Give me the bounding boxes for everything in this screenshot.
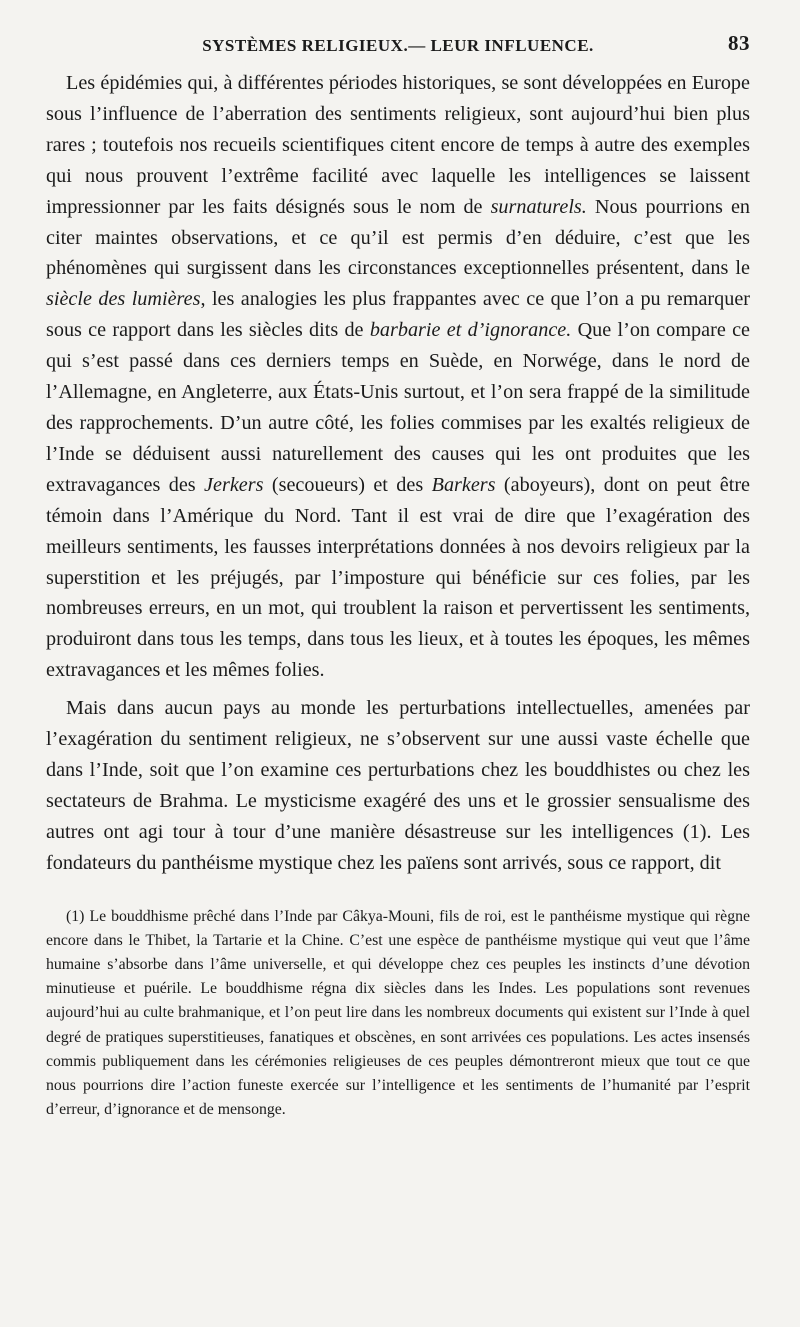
paragraph-1 <box>46 68 750 686</box>
text-run: Nous pourrions en citer maintes observations, et ce qu’il est permis d’en déduire, c’est que les phénomènes qui surgissent dans les circonstances exceptionnelles présentent, dans le <box>46 195 750 280</box>
text-run: Les épidémies qui, à différentes périodes historiques, se sont développées en Europe sous l’influence de l’aberration des sentiments religieux, sont aujourd’hui bien plus rares ; toutefois nos recueils scientifiques citent encore de temps à autre des exemples qui nous prouvent l’extrême facilité avec laquelle les intelligences se laissent impressionner par les faits désignés sous le nom de <box>46 72 750 218</box>
text-run: Que l’on compare ce qui s’est passé dans ces derniers temps en Suède, en Norwége, dans le nord de l’Allemagne, en Angleterre, aux États-Unis surtout, et l’on sera frappé de la similitude des rapprochements. D’un autre côté, les folies commises par les exaltés religieux de l’Inde se déduisent aussi naturellement des causes qui les ont produites que les extravagances des <box>46 319 750 496</box>
text-run: (aboyeurs), dont on peut être témoin dans l’Amérique du Nord. Tant il est vrai de dire que l’exagération des meilleurs sentiments, les fausses interprétations données à nos devoirs religieux par la superstition et les préjugés, par l’imposture qui bénéficie sur ces folies, par les nombreuses erreurs, en un mot, qui troublent la raison et pervertissent les sentiments, produiront dans tous les temps, dans tous les lieux, et à toutes les époques, les mêmes extravagances et les mêmes folies. <box>46 473 751 682</box>
footnote <box>46 905 750 1123</box>
italic-term: surnaturels. <box>490 195 587 218</box>
running-head <box>46 30 750 60</box>
italic-term: siècle des lumières <box>46 288 201 311</box>
paragraph-2: Mais dans aucun pays au monde les perturbations intellectuelles, amenées par l’exagération du sentiment religieux, ne s’observent sur une aussi vaste échelle que dans l’Inde, soit que l’on examine ces perturbations chez les bouddhistes ou chez les sectateurs de Brahma. Le mysticisme exagéré des uns et le grossier sensualisme des autres ont agi tour à tour d’une manière désastreuse sur les intelligences (1). Les fondateurs du panthéisme mystique chez les païens sont arrivés, sous ce rapport, dit <box>46 697 750 874</box>
page-number: 83 <box>728 31 750 55</box>
italic-term: barbarie et d’ignorance. <box>369 319 572 342</box>
main-text <box>46 68 750 879</box>
italic-term: Barkers <box>431 473 496 496</box>
text-run: , les analogies les plus frappantes avec ce que l’on a pu remarquer sous ce rapport dans les siècles dits de <box>46 288 750 342</box>
footnote-text: (1) Le bouddhisme prêché dans l’Inde par Câkya-Mouni, fils de roi, est le panthéisme mystique qui règne encore dans le Thibet, la Tartarie et la Chine. C’est une espèce de panthéisme mystique qui veut que l’âme humaine s’absorbe dans l’âme universelle, et qui développe chez ces peuples les instincts d’une dévotion minutieuse et puérile. Le bouddhisme régna dix siècles dans les Indes. Les populations sont revenues aujourd’hui au culte brahmanique, et l’on peut lire dans les nombreux documents qui existent sur l’Inde à quel degré de pratiques superstitieuses, fanatiques et obscènes, en sont arrivées ces populations. Les actes insensés commis publiquement dans les cérémonies religieuses de ces peuples démontreront mieux que tout ce que nous pourrions dire l’action funeste exercée sur l’intelligence et les sentiments de l’humanité par l’esprit d’erreur, d’ignorance et de mensonge. <box>46 907 750 1119</box>
running-title: SYSTÈMES RELIGIEUX.— LEUR INFLUENCE. <box>202 36 594 55</box>
text-run: (secoueurs) et des <box>263 473 432 496</box>
italic-term: Jerkers <box>204 473 264 496</box>
